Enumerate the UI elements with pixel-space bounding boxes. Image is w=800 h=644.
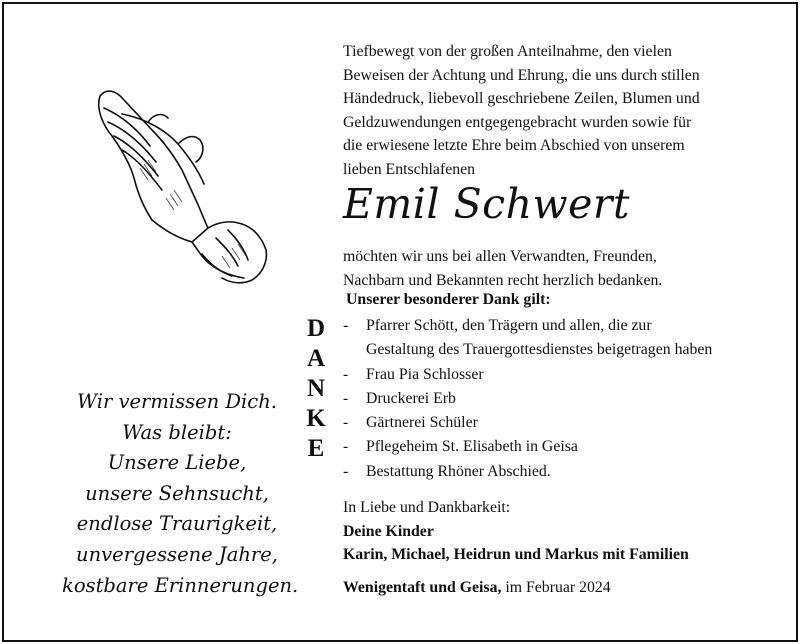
intro-line: Beweisen der Achtung und Ehrung, die uns durch stillen <box>343 66 700 84</box>
intro-line: die erwiesene letzte Ehre beim Abschied von unserem <box>343 137 685 155</box>
danke-letter: K <box>306 405 326 432</box>
list-dash: - <box>343 317 349 334</box>
intro-line: Geldzuwendungen entgegengebracht wurden sowie für <box>343 113 692 131</box>
poem-line: endlose Traurigkeit, <box>76 512 278 536</box>
list-item-text: Frau Pia Schlosser <box>366 365 484 383</box>
list-dash: - <box>343 438 349 456</box>
thanks-line: möchten wir uns bei allen Verwandten, Freunden, <box>343 248 657 265</box>
special-thanks-heading: Unserer besonderer Dank gilt: <box>346 291 551 308</box>
thanks-list <box>343 314 783 484</box>
list-item <box>343 363 783 387</box>
danke-letter: D <box>306 315 326 342</box>
place: Wenigentaft und Geisa, <box>343 579 502 596</box>
list-dash: - <box>343 389 349 407</box>
poem-line: Was bleibt: <box>122 420 232 444</box>
deceased-name: Emil Schwert <box>343 180 630 228</box>
list-item-text: Pfarrer Schött, den Trägern und allen, die zur <box>366 317 652 334</box>
closing-signature: Deine Kinder <box>343 522 434 540</box>
list-item-text: Bestattung Rhöner Abschied. <box>366 462 551 480</box>
list-item <box>343 411 783 435</box>
list-dash: - <box>343 462 349 480</box>
closing-names: Karin, Michael, Heidrun und Markus mit Familien <box>343 546 689 564</box>
list-item-text: Druckerei Erb <box>366 389 456 407</box>
intro-text <box>343 40 773 182</box>
thanks-text <box>343 245 662 292</box>
intro-line: Tiefbewegt von der großen Anteilnahme, den vielen <box>343 43 672 60</box>
poem-line: kostbare Erinnerungen. <box>62 573 299 597</box>
poem-line: unvergessene Jahre, <box>76 542 278 566</box>
intro-line: Händedruck, liebevoll geschriebene Zeilen, Blumen und <box>343 90 700 108</box>
praying-hands-icon <box>82 78 272 308</box>
danke-letter: N <box>306 375 326 402</box>
danke-letter: A <box>306 345 326 372</box>
intro-line: lieben Entschlafenen <box>343 160 476 178</box>
poem-line: unsere Sehnsucht, <box>85 481 269 505</box>
list-item-text: Gärtnerei Schüler <box>366 414 478 432</box>
list-item-continuation: Gestaltung des Trauergottesdienstes beigetragen haben <box>366 341 713 359</box>
closing <box>343 496 689 567</box>
poem-line: Wir vermissen Dich. <box>77 390 277 413</box>
list-item <box>343 387 783 411</box>
poem-line: Unsere Liebe, <box>107 451 247 475</box>
danke-vertical <box>300 314 332 464</box>
list-dash: - <box>343 365 349 383</box>
thanks-line: Nachbarn und Bekannten recht herzlich bedanken. <box>343 271 663 289</box>
list-item-text: Pflegeheim St. Elisabeth in Geisa <box>366 438 578 456</box>
danke-letter: E <box>307 435 325 462</box>
place-date <box>343 579 611 597</box>
closing-line: In Liebe und Dankbarkeit: <box>343 499 511 516</box>
date: im Februar 2024 <box>501 579 611 596</box>
list-item <box>343 314 783 338</box>
list-item <box>343 435 783 459</box>
poem <box>62 387 299 601</box>
list-item <box>343 460 783 484</box>
list-dash: - <box>343 414 349 432</box>
